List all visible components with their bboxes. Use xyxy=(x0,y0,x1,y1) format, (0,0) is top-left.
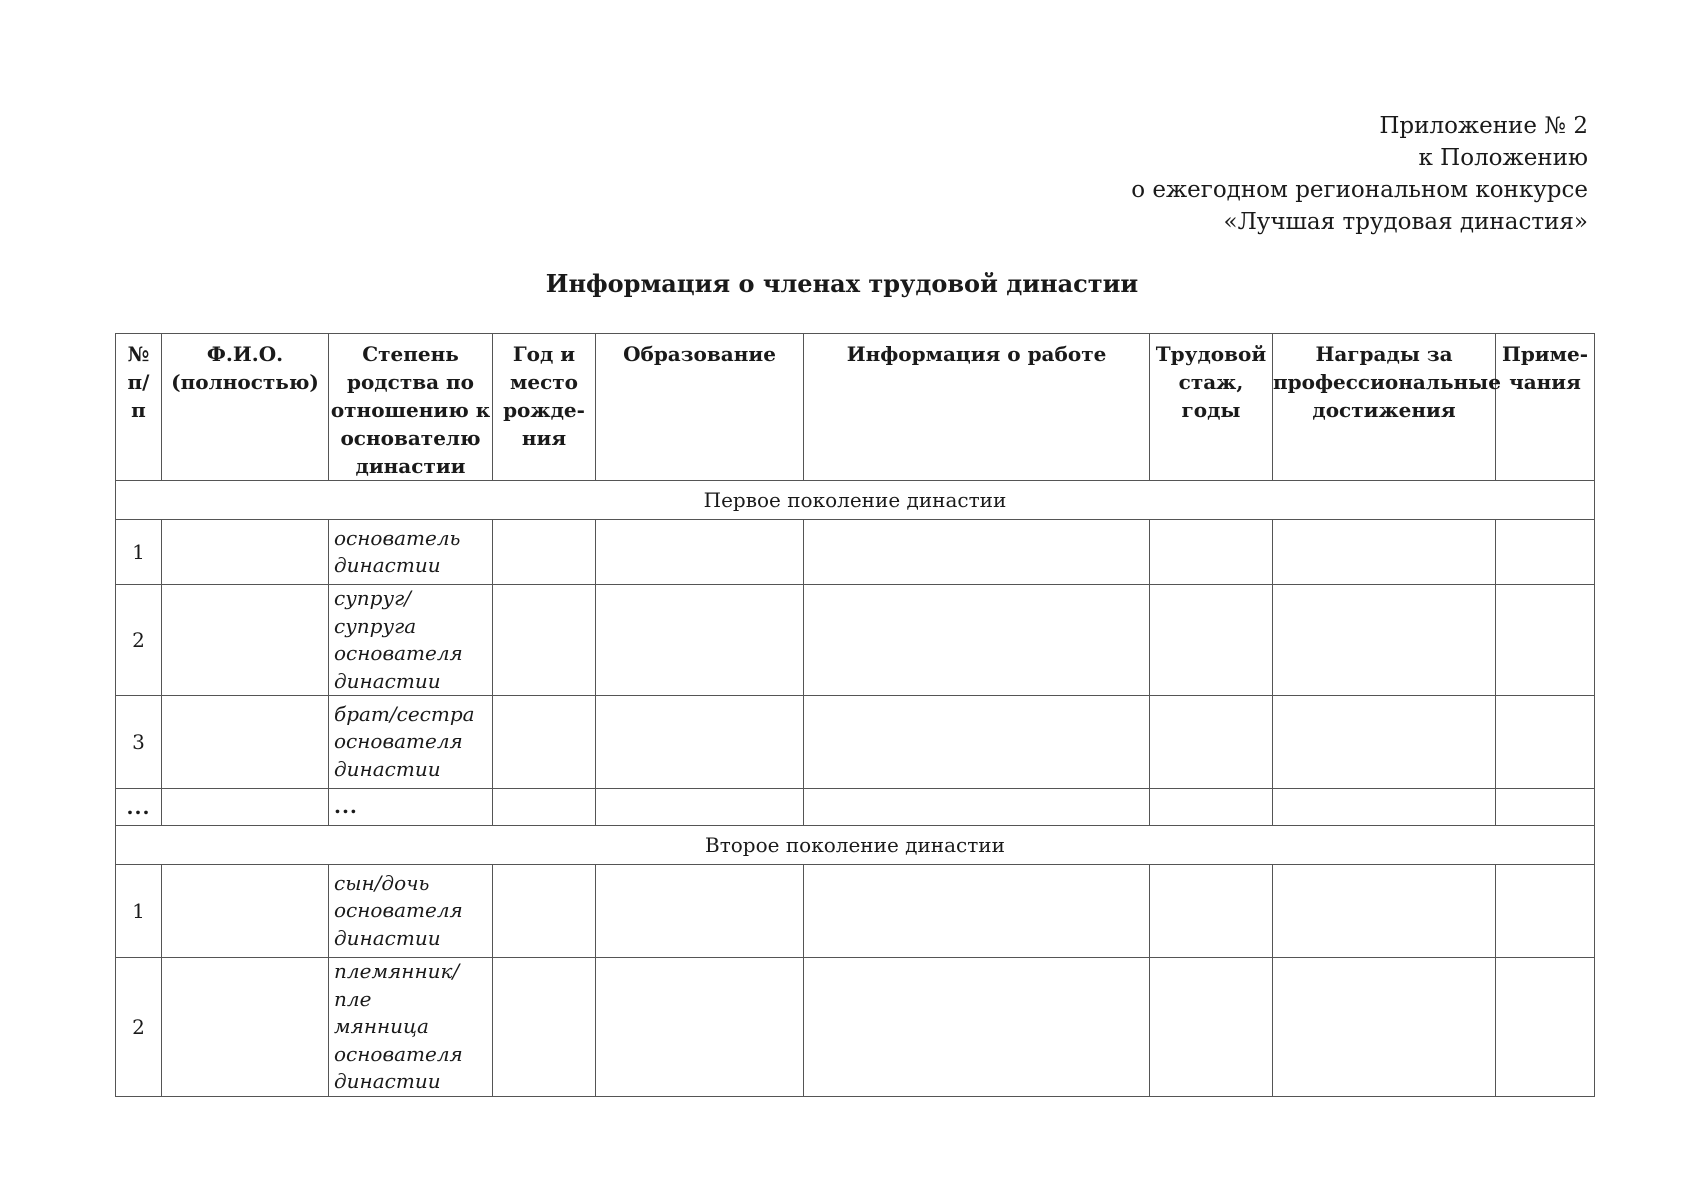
cell-notes[interactable] xyxy=(1496,696,1595,789)
cell-work-experience[interactable] xyxy=(1150,865,1273,958)
table-row xyxy=(116,958,1595,1097)
row-number: 1 xyxy=(116,520,162,585)
table-row xyxy=(116,865,1595,958)
header-number: № п/ п xyxy=(116,334,162,481)
cell-work-info[interactable] xyxy=(804,789,1150,826)
section-row-first-generation xyxy=(116,481,1595,520)
section-label: Второе поколение династии xyxy=(116,826,1595,865)
cell-relation: супруг/супруга основателя династии xyxy=(329,585,493,696)
cell-work-experience[interactable] xyxy=(1150,789,1273,826)
row-number: 3 xyxy=(116,696,162,789)
cell-relation: ... xyxy=(329,789,493,826)
cell-birth[interactable] xyxy=(493,520,596,585)
table-row xyxy=(116,520,1595,585)
table-row-ellipsis xyxy=(116,789,1595,826)
row-number: ... xyxy=(116,789,162,826)
header-awards: Награды за профессиональные достижения xyxy=(1273,334,1496,481)
cell-work-experience[interactable] xyxy=(1150,958,1273,1097)
annex-line-1: Приложение № 2 xyxy=(1379,113,1588,139)
cell-notes[interactable] xyxy=(1496,958,1595,1097)
cell-notes[interactable] xyxy=(1496,520,1595,585)
cell-education[interactable] xyxy=(596,696,804,789)
cell-work-experience[interactable] xyxy=(1150,585,1273,696)
annex-line-2: к Положению xyxy=(1418,145,1588,171)
cell-birth[interactable] xyxy=(493,696,596,789)
cell-work-info[interactable] xyxy=(804,696,1150,789)
cell-awards[interactable] xyxy=(1273,865,1496,958)
cell-relation: основатель династии xyxy=(329,520,493,585)
cell-education[interactable] xyxy=(596,585,804,696)
cell-relation: сын/дочь основателя династии xyxy=(329,865,493,958)
section-label: Первое поколение династии xyxy=(116,481,1595,520)
cell-birth[interactable] xyxy=(493,958,596,1097)
annex-heading xyxy=(1131,110,1588,238)
dynasty-members-table xyxy=(115,333,1595,1097)
cell-birth[interactable] xyxy=(493,585,596,696)
cell-notes[interactable] xyxy=(1496,789,1595,826)
table-row xyxy=(116,585,1595,696)
cell-birth[interactable] xyxy=(493,789,596,826)
cell-full-name[interactable] xyxy=(162,958,329,1097)
cell-full-name[interactable] xyxy=(162,865,329,958)
table-header-row xyxy=(116,334,1595,481)
section-row-second-generation xyxy=(116,826,1595,865)
header-relation: Степень родства по отношению к основателю династии xyxy=(329,334,493,481)
header-work-info: Информация о работе xyxy=(804,334,1150,481)
header-education: Образование xyxy=(596,334,804,481)
cell-full-name[interactable] xyxy=(162,696,329,789)
cell-birth[interactable] xyxy=(493,865,596,958)
cell-education[interactable] xyxy=(596,789,804,826)
cell-work-info[interactable] xyxy=(804,520,1150,585)
cell-awards[interactable] xyxy=(1273,696,1496,789)
cell-education[interactable] xyxy=(596,958,804,1097)
annex-line-4: «Лучшая трудовая династия» xyxy=(1223,209,1588,235)
cell-notes[interactable] xyxy=(1496,585,1595,696)
cell-awards[interactable] xyxy=(1273,789,1496,826)
cell-full-name[interactable] xyxy=(162,585,329,696)
document-title: Информация о членах трудовой династии xyxy=(545,269,1139,298)
cell-work-experience[interactable] xyxy=(1150,520,1273,585)
header-full-name: Ф.И.О. (полностью) xyxy=(162,334,329,481)
cell-relation: брат/сестра основателя династии xyxy=(329,696,493,789)
cell-full-name[interactable] xyxy=(162,520,329,585)
cell-relation: племянник/пле мянница основателя династии xyxy=(329,958,493,1097)
row-number: 2 xyxy=(116,958,162,1097)
cell-awards[interactable] xyxy=(1273,958,1496,1097)
cell-awards[interactable] xyxy=(1273,585,1496,696)
cell-work-experience[interactable] xyxy=(1150,696,1273,789)
annex-line-3: о ежегодном региональном конкурсе xyxy=(1131,177,1588,203)
cell-work-info[interactable] xyxy=(804,865,1150,958)
cell-full-name[interactable] xyxy=(162,789,329,826)
cell-education[interactable] xyxy=(596,865,804,958)
cell-work-info[interactable] xyxy=(804,585,1150,696)
header-work-experience: Трудовой стаж, годы xyxy=(1150,334,1273,481)
row-number: 1 xyxy=(116,865,162,958)
cell-awards[interactable] xyxy=(1273,520,1496,585)
cell-work-info[interactable] xyxy=(804,958,1150,1097)
table-row xyxy=(116,696,1595,789)
cell-notes[interactable] xyxy=(1496,865,1595,958)
row-number: 2 xyxy=(116,585,162,696)
header-birth: Год и место рожде- ния xyxy=(493,334,596,481)
header-notes: Приме- чания xyxy=(1496,334,1595,481)
cell-education[interactable] xyxy=(596,520,804,585)
